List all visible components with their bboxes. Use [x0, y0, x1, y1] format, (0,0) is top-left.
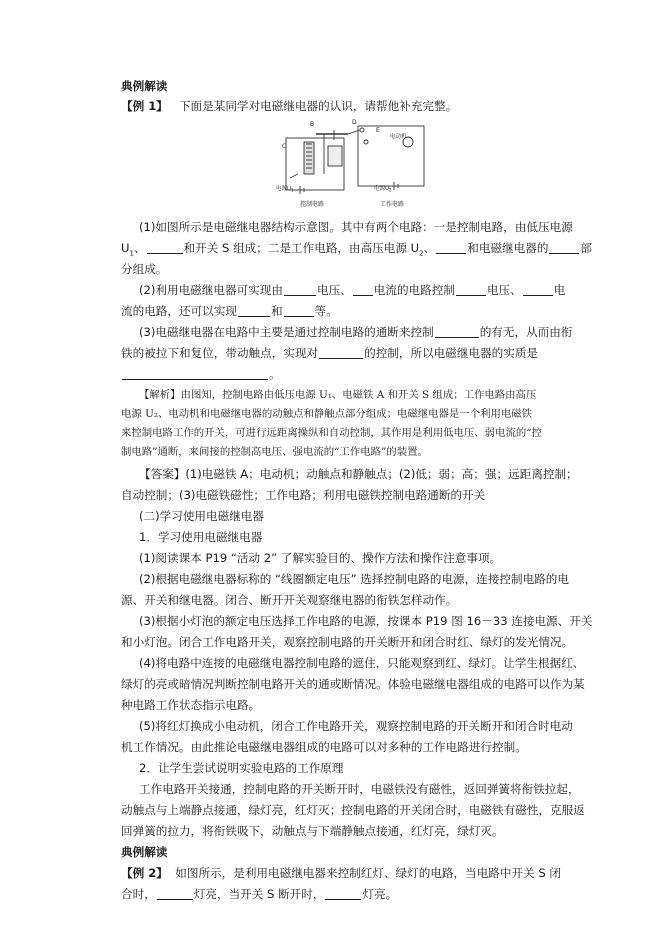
p3b: 和小灯泡。闭合工作电路开关，观察控制电路的开关断开和闭合时红、绿灯的发光情况。 [121, 635, 574, 649]
section-heading: 典例解读 [121, 79, 168, 93]
source-left-label: 电源$U_1$ [276, 186, 294, 193]
blank[interactable] [284, 304, 314, 317]
q3-line1: (3)电磁继电器在电路中主要是通过控制电路的通断来控制 的有无，从而由衔 [139, 325, 573, 339]
q1-line1: (1)如图所示是电磁继电器结构示意图。其中有两个电路：一是控制电路，由低压电源 [139, 220, 573, 234]
blank[interactable] [325, 887, 361, 900]
section2-sub1: 1．学习使用电磁继电器 [139, 530, 263, 544]
blank[interactable] [238, 304, 270, 317]
example2-label: 【例 2】 [121, 866, 168, 880]
section2-sub2: 2．让学生尝试说明实验电路的工作原理 [139, 761, 344, 775]
section2-title: (二)学习使用电磁继电器 [139, 509, 264, 523]
example1-line [121, 96, 457, 116]
p6b: 动触点与上端静点接通，绿灯亮，红灯灭；控制电路的开关闭合时，电磁铁有磁性，克服返 [121, 803, 585, 817]
q1-line2: $U_1$、 和开关 S 组成；二是工作电路，由高压电源 $U_2$、 和电磁继电器的 部 [121, 241, 593, 258]
blank[interactable] [147, 241, 183, 254]
p4c: 种电路工作状态指示电路。 [121, 698, 261, 712]
label-d: D [352, 119, 357, 126]
blank[interactable] [353, 283, 373, 296]
blank[interactable] [435, 325, 479, 338]
analysis-line3: 来控制电路工作的开关，可进行远距离操纵和自动控制，其作用是利用低电压、弱电流的“控 [121, 427, 542, 439]
answer-line2: 自动控制；(3)电磁铁磁性；工作电路；利用电磁铁控制电路通断的开关 [121, 488, 486, 502]
example1-text: 下面是某同学对电磁继电器的认识，请帮他补充完整。 [178, 99, 458, 113]
analysis-line1: 【解析】由图知，控制电路由低压电源 U₁、电磁铁 A 和开关 S 组成；工作电路由高压 [139, 389, 537, 401]
analysis-line4: 制电路”通断，来间接的控制高电压、强电流的“工作电路”的装置。 [121, 446, 428, 458]
caption-work: 工作电路 [380, 201, 405, 208]
q2-line2: 流的电路，还可以实现 和 等。 [121, 304, 338, 318]
q1-line3: 分组成。 [121, 262, 168, 276]
blank[interactable] [122, 367, 268, 380]
blank[interactable] [284, 283, 316, 296]
example2-line1: 【例 2】 如图所示，是利用电磁继电器来控制红灯、绿灯的电路，当电路中开关 S 闭 [121, 866, 561, 880]
p2a: (2)根据电磁继电器标称的 “线圈额定电压” 选择控制电路的电源，连接控制电路的电 [139, 572, 569, 586]
blank[interactable] [549, 241, 579, 254]
q2-line1: (2)利用电磁继电器可实现由 电压、 电流的电路控制 电压、 电 [139, 283, 566, 297]
p6c: 回弹簧的拉力，将衔铁吸下，动触点与下端静触点接通，红灯亮，绿灯灭。 [121, 824, 504, 838]
blank[interactable] [157, 887, 193, 900]
blank[interactable] [456, 283, 486, 296]
blank[interactable] [319, 346, 363, 359]
p3a: (3)根据小灯泡的额定电压选择工作电路的电源，按课本 P19 图 16－33 连接电源、开关 [139, 614, 593, 628]
label-b: B [310, 121, 315, 128]
motor-label: 电动机 [390, 134, 407, 140]
relay-diagram [276, 118, 436, 210]
example2-line2: 合时， 灯亮，当开关 S 断开时， 灯亮。 [121, 887, 398, 901]
analysis-line2: 电源 U₂、电动机和电磁继电器的动触点和静触点部分组成；电磁继电器是一个利用电磁铁 [121, 408, 533, 420]
label-e: E [376, 127, 380, 134]
p2b: 源、开关和继电器。闭合、断开开关观察继电器的衔铁怎样动作。 [121, 593, 458, 607]
p1: (1)阅读课本 P19 “活动 2” 了解实验目的、操作方法和操作注意事项。 [139, 551, 502, 565]
p6a: 工作电路开关接通，控制电路的开关断开时，电磁铁没有磁性，返回弹簧将衔铁拉起， [139, 782, 580, 796]
answer-line1: 【答案】(1)电磁铁 A；电动机；动触点和静触点；(2)低；弱；高；强；远距离控制； [139, 467, 578, 481]
blank[interactable] [523, 283, 553, 296]
p5b: 机工作情况。由此推论电磁继电器组成的电路可以对多种的工作电路进行控制。 [121, 740, 527, 754]
section-heading: 典例解读 [121, 845, 168, 859]
label-c: C [282, 143, 287, 150]
q3-line2: 铁的被拉下和复位，带动触点，实现对 的控制，所以电磁继电器的实质是 [121, 346, 539, 360]
caption-control: 控制电路 [300, 201, 325, 208]
blank[interactable] [436, 241, 466, 254]
p5a: (5)将红灯换成小电动机，闭合工作电路开关，观察控制电路的开关断开和闭合时电动 [139, 719, 573, 733]
example1-label: 【例 1】 [121, 99, 168, 113]
p4a: (4)将电路中连接的电磁继电器控制电路的遮住，只能观察到红、绿灯。让学生根据红、 [139, 656, 585, 670]
source-right-label: 电源$U_2$ [374, 186, 392, 193]
p4b: 绿灯的亮或暗情况判断控制电路开关的通或断情况。体验电磁继电器组成的电路可以作为某 [121, 677, 585, 691]
q3-line3: 。 [121, 364, 281, 384]
